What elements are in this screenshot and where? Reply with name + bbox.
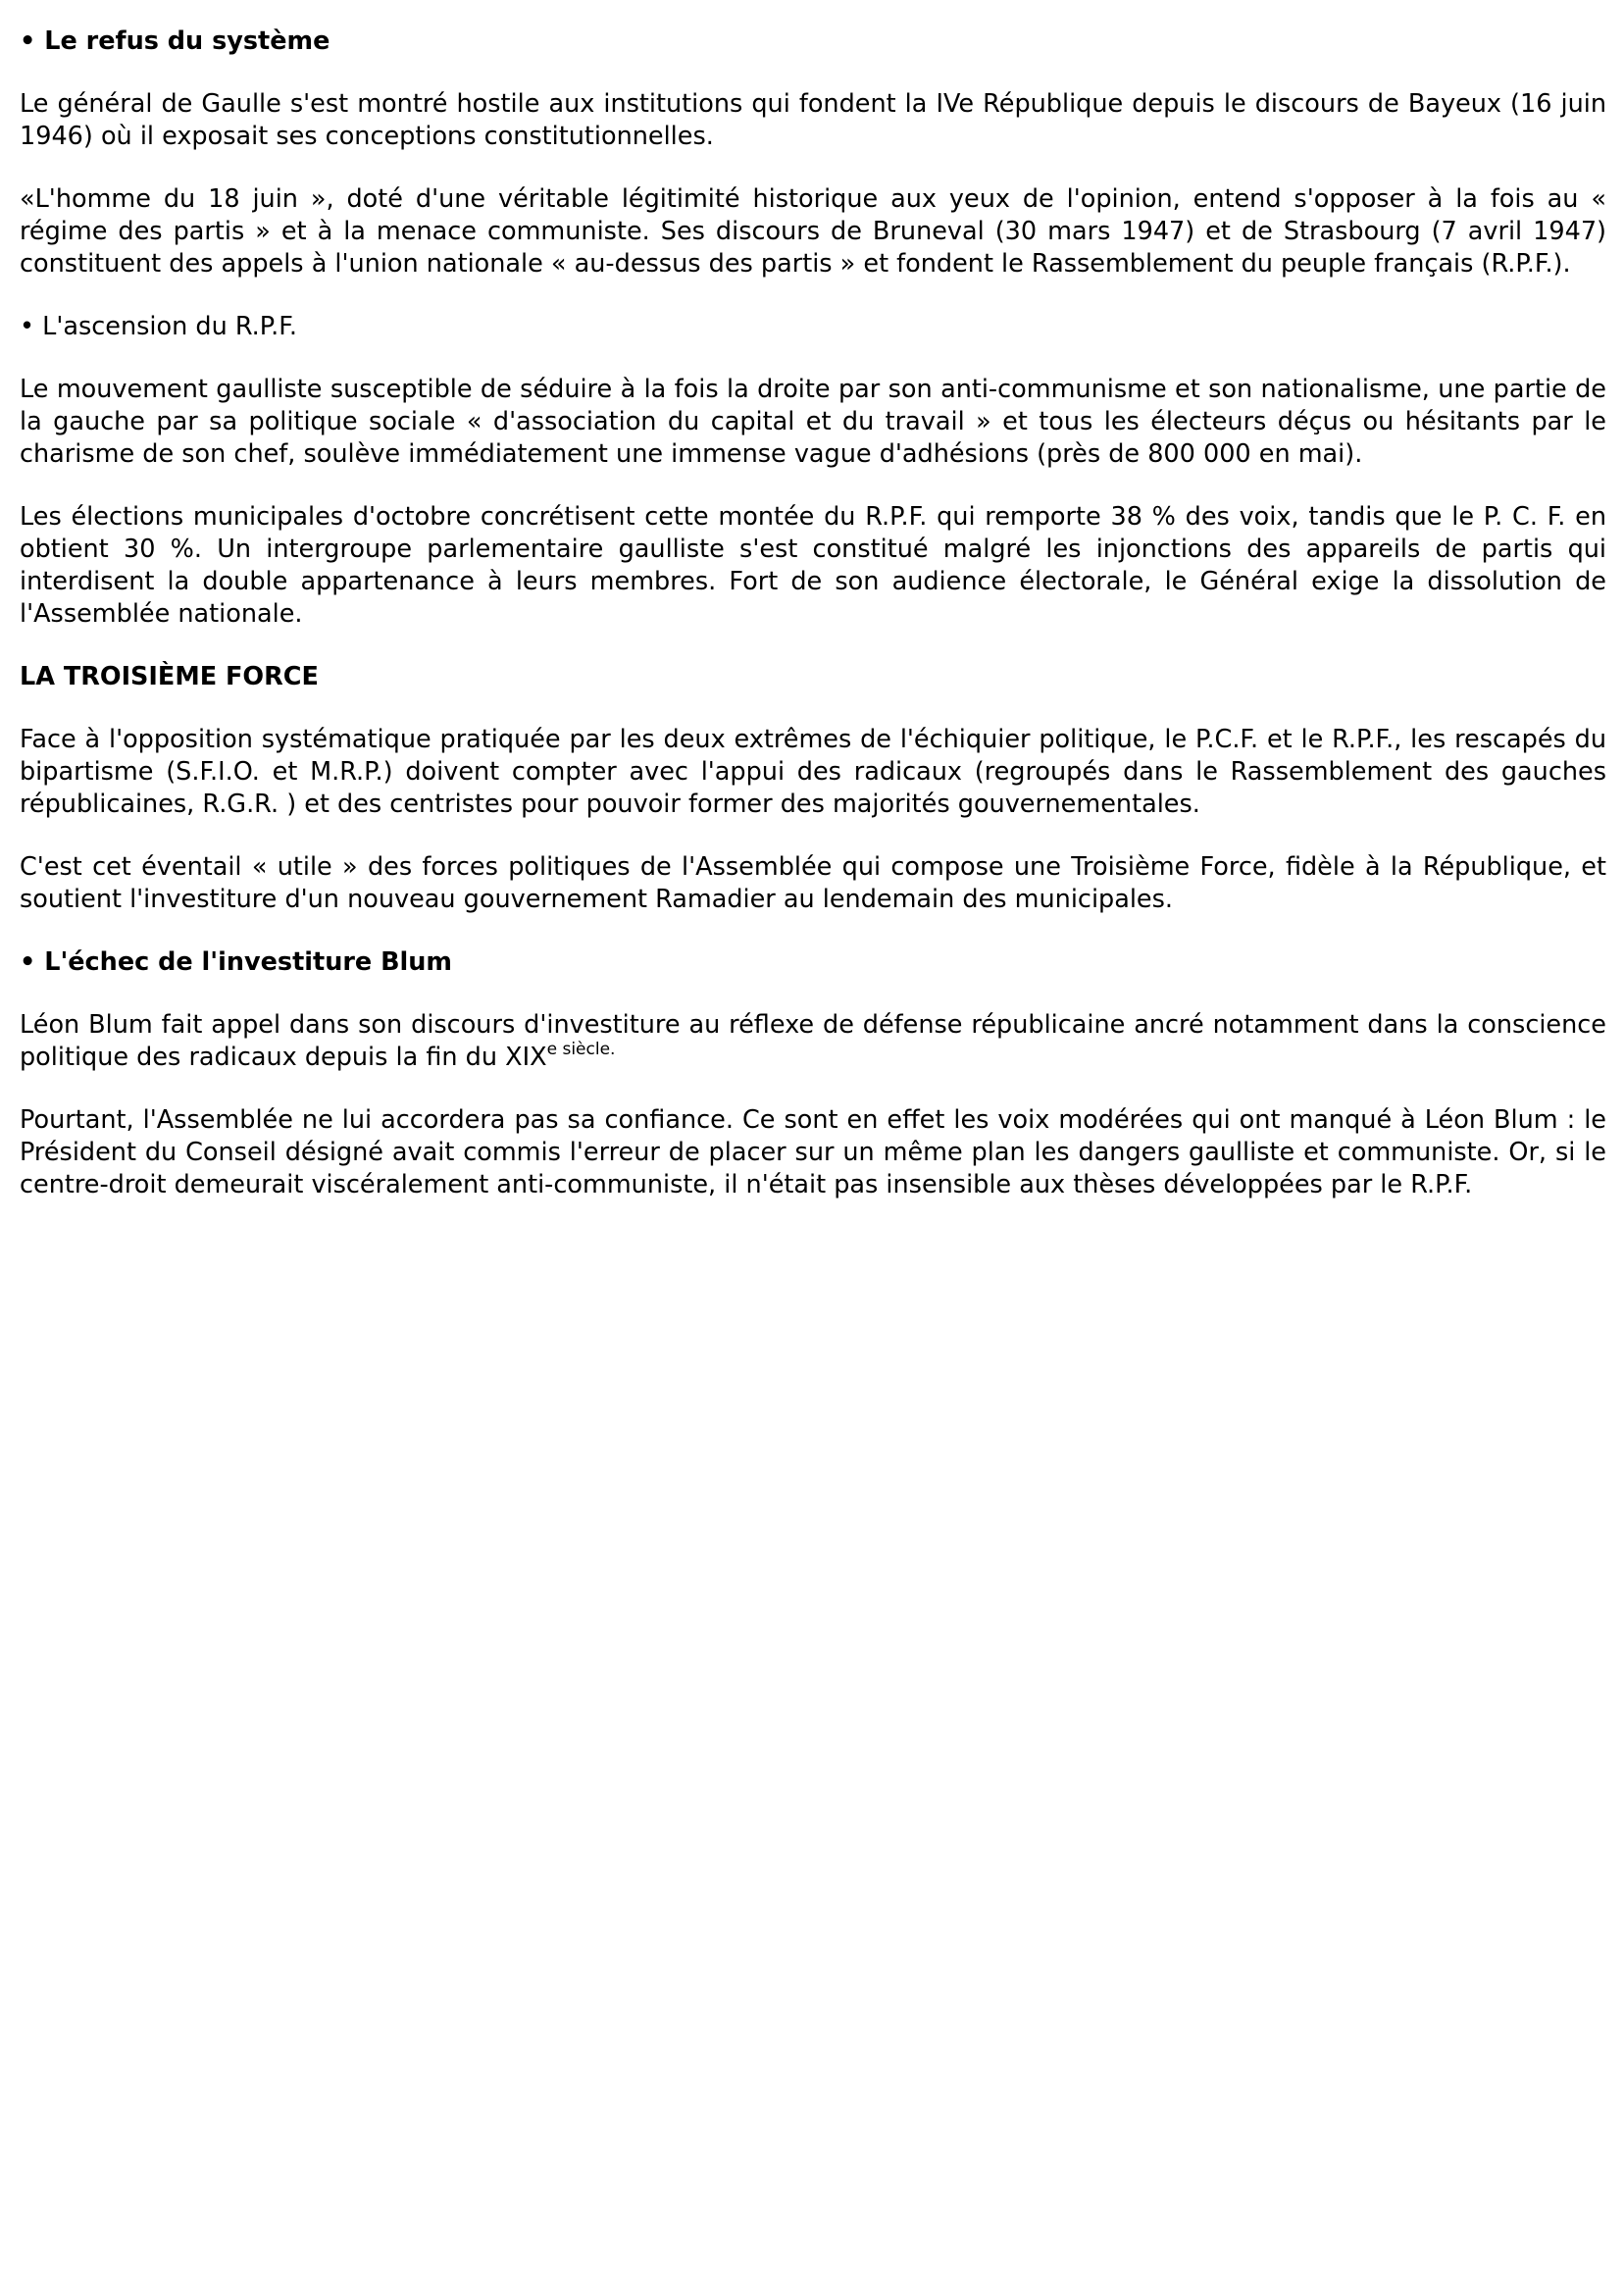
paragraph: C'est cet éventail « utile » des forces politiques de l'Assemblée qui compose une Troisième Force, fidèle à la République, et soutient l'investiture d'un nouveau gouvernement Ramadier au lendemain des municipales. [20,852,1606,914]
paragraph: Le mouvement gaulliste susceptible de séduire à la fois la droite par son anti-communisme et son nationalisme, une partie de la gauche par sa politique sociale « d'association du capital et du travail » et tous les électeurs déçus ou hésitants par le charisme de son chef, soulève immédiatement une immense vague d'adhésions (près de 800 000 en mai). [20,375,1606,469]
section-heading-refus [20,25,1606,58]
paragraph [20,1009,1606,1074]
paragraph: Face à l'opposition systématique pratiquée par les deux extrêmes de l'échiquier politique, le P.C.F. et le R.P.F., les rescapés du bipartisme (S.F.I.O. et M.R.P.) doivent compter avec l'appui des radicaux (regroupés dans le Rassemblement des gauches républicaines, R.G.R. ) et des centristes pour pouvoir former des majorités gouvernementales. [20,725,1606,819]
bullet: • [20,947,36,977]
superscript: e siècle. [546,1039,616,1059]
paragraph-text: Léon Blum fait appel dans son discours d'investiture au réflexe de défense républicaine ancré notamment dans la conscience politique des radicaux depuis la fin du XIX [20,1010,1606,1072]
paragraph: Les élections municipales d'octobre concrétisent cette montée du R.P.F. qui remporte 38 % des voix, tandis que le P. C. F. en obtient 30 %. Un intergroupe parlementaire gaulliste s'est constitué malgré les injonctions des appareils de partis qui interdisent la double appartenance à leurs membres. Fort de son audience électorale, le Général exige la dissolution de l'Assemblée nationale. [20,502,1606,629]
heading-text: L'échec de l'investiture Blum [44,947,452,977]
document-page [20,25,1606,1232]
section-heading-troisieme-force: LA TROISIÈME FORCE [20,662,319,691]
heading-text: Le refus du système [44,26,330,56]
bullet: • [20,26,36,56]
subsection-heading-ascension: • L'ascension du R.P.F. [20,312,297,341]
paragraph: Pourtant, l'Assemblée ne lui accordera pas sa confiance. Ce sont en effet les voix modérées qui ont manqué à Léon Blum : le Président du Conseil désigné avait commis l'erreur de placer sur un même plan les dangers gaulliste et communiste. Or, si le centre-droit demeurait viscéralement anti-communiste, il n'était pas insensible aux thèses développées par le R.P.F. [20,1105,1606,1199]
paragraph: Le général de Gaulle s'est montré hostile aux institutions qui fondent la IVe République depuis le discours de Bayeux (16 juin 1946) où il exposait ses conceptions constitutionnelles. [20,89,1606,151]
section-heading-blum [20,946,1606,979]
paragraph: «L'homme du 18 juin », doté d'une véritable légitimité historique aux yeux de l'opinion, entend s'opposer à la fois au « régime des partis » et à la menace communiste. Ses discours de Bruneval (30 mars 1947) et de Strasbourg (7 avril 1947) constituent des appels à l'union nationale « au-dessus des partis » et fondent le Rassemblement du peuple français (R.P.F.). [20,184,1606,279]
